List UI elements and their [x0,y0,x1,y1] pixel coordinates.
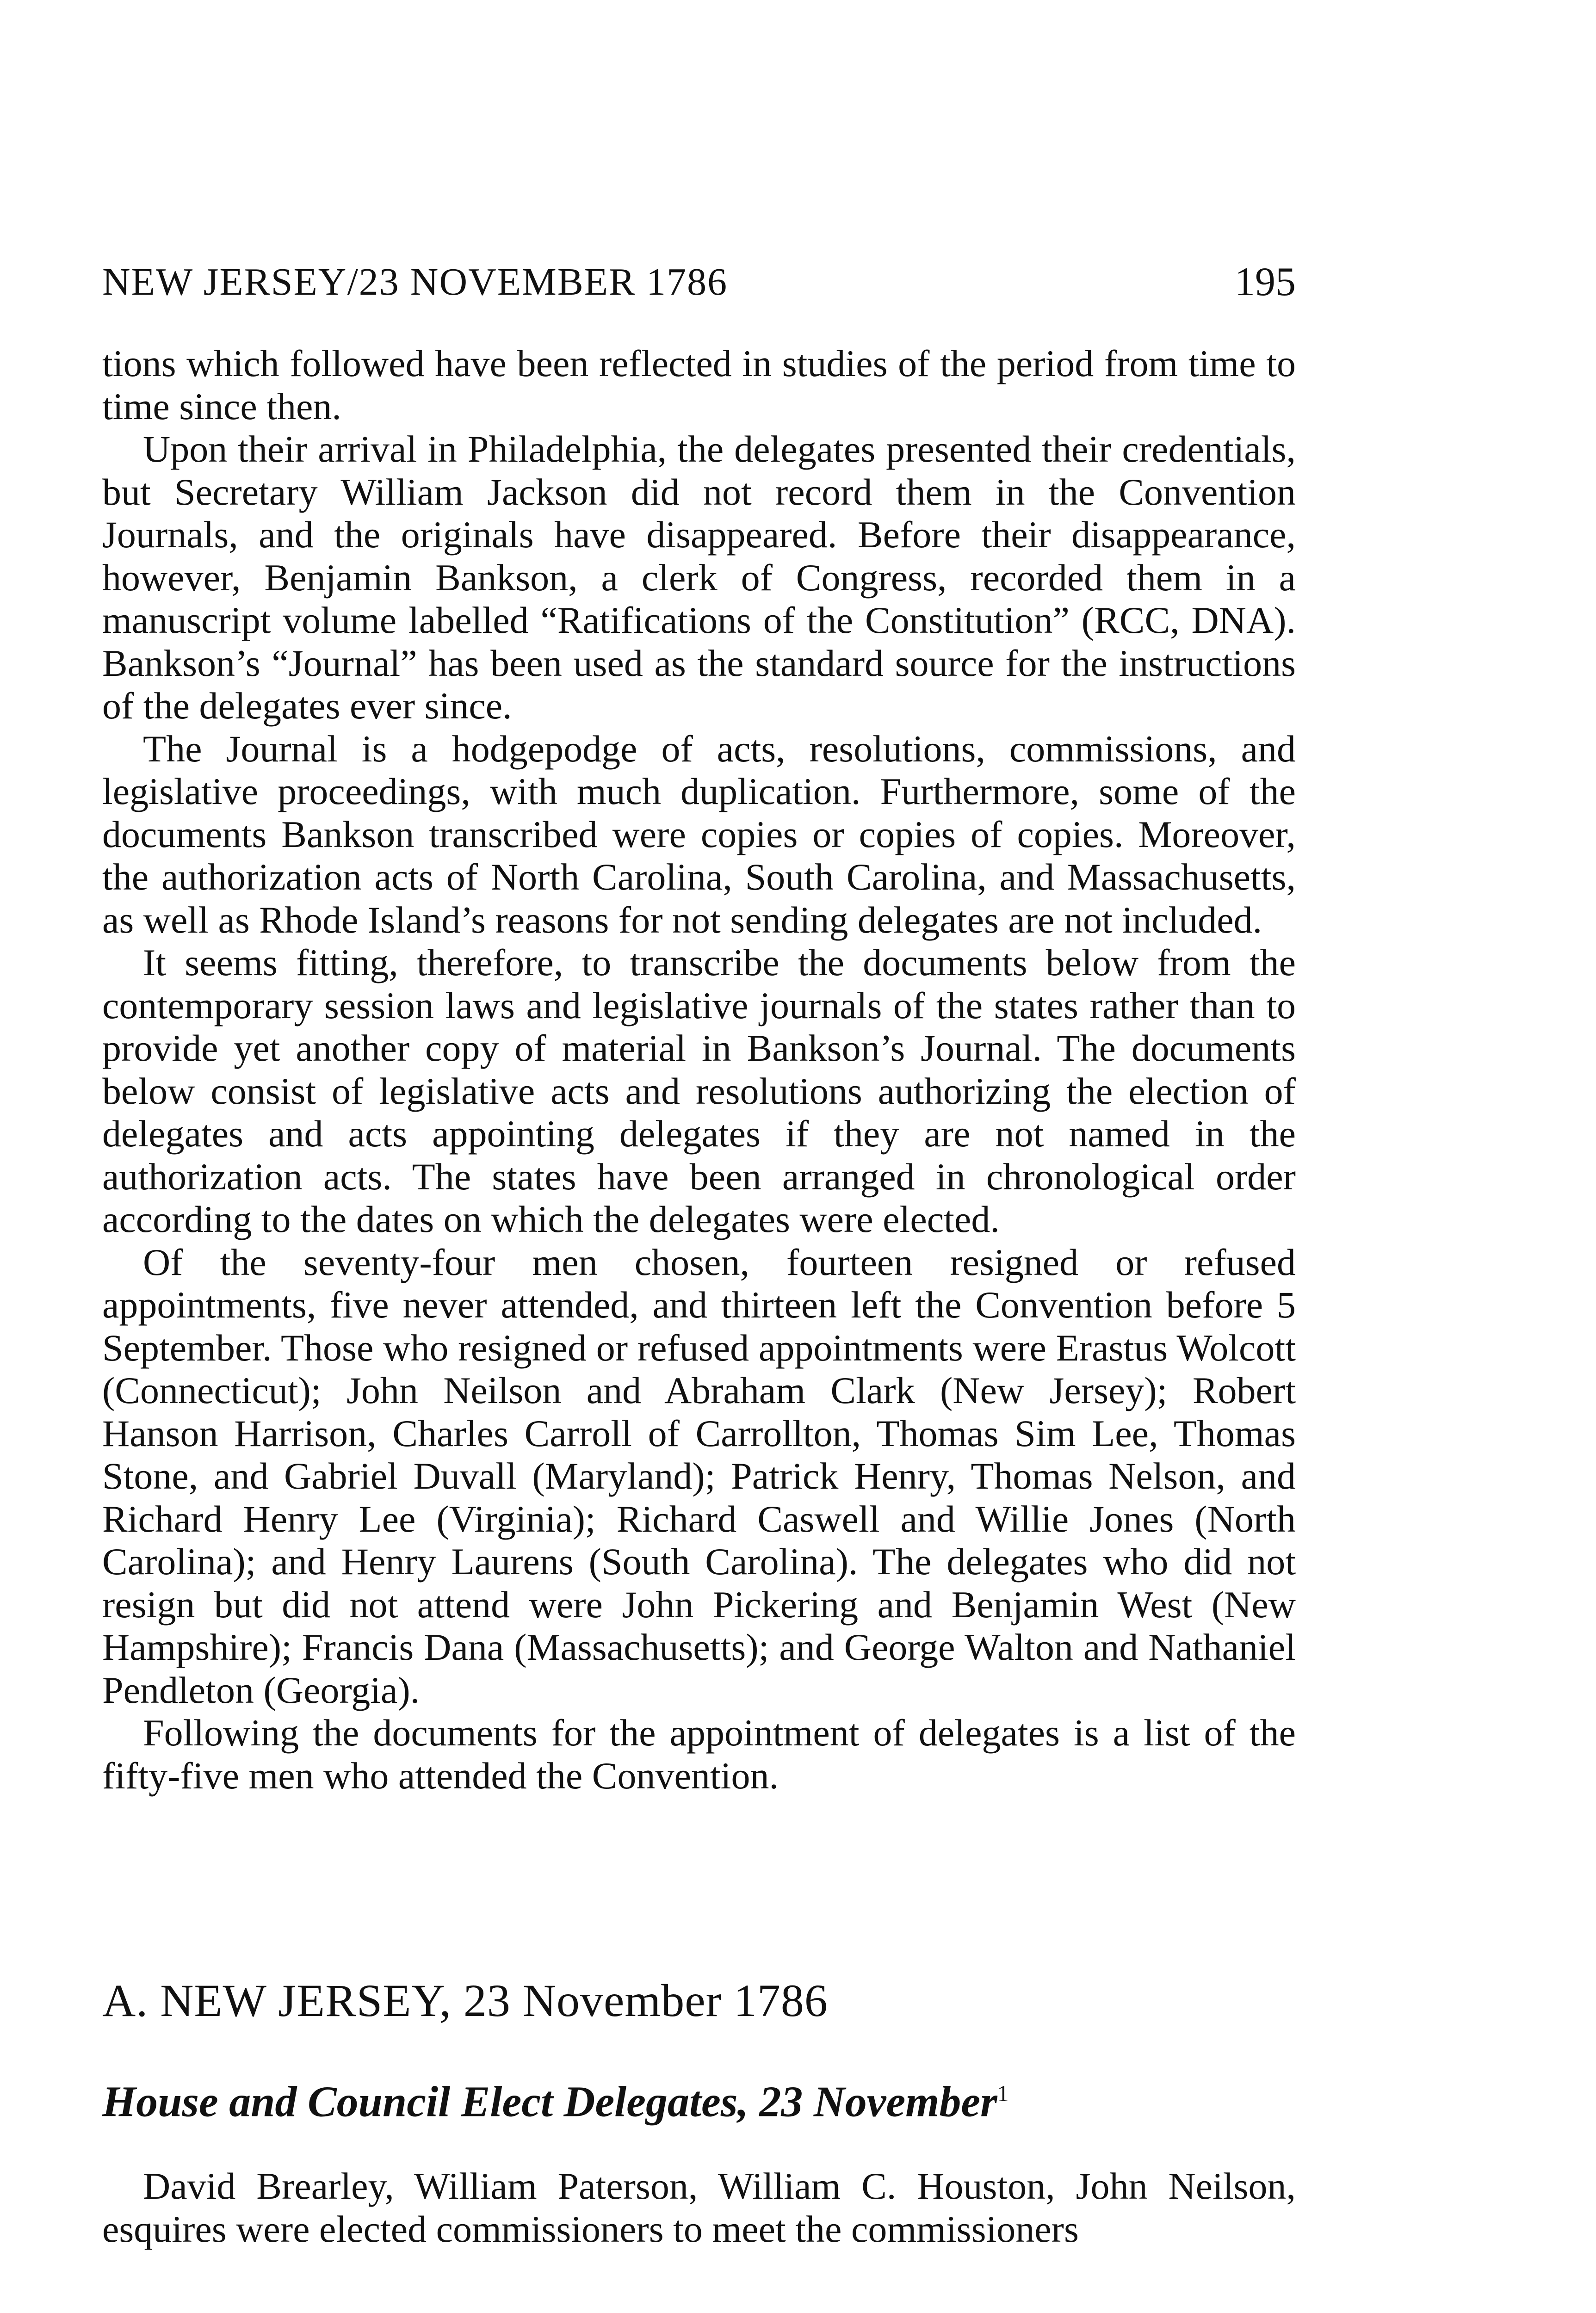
paragraph-continued: tions which followed have been reflected in studies of the period from time to time since then. [102,342,1296,427]
paragraph-credentials: Upon their arrival in Philadelphia, the delegates presented their credentials, but Secretary William Jackson did not record them in the Convention Journals, and the originals have disappeared. Before their disappearance, however, Benjamin Bankson, a clerk of Congress, recorded them in a manuscript volume labelled “Ratifications of the Constitution” (RCC, DNA). Bankson’s “Journal” has been used as the standard source for the instructions of the delegates ever since. [102,428,1296,727]
running-head [102,257,1296,308]
document-paragraph: David Brearley, William Paterson, William C. Houston, John Neilson, esquires were elected commissioners to meet the commissioners [102,2165,1296,2250]
body-text [102,342,1296,1797]
footnote-marker: 1 [997,2080,1009,2106]
document-heading-text: House and Council Elect Delegates, 23 November [102,2078,997,2126]
document-body [102,2165,1296,2251]
document-heading [102,2063,1296,2132]
paragraph-transcription: It seems fitting, therefore, to transcribe the documents below from the contemporary session laws and legislative journals of the states rather than to provide yet another copy of material in Bankson’s Journal. The documents below consist of legislative acts and resolutions authorizing the election of delegates and acts appointing delegates if they are not named in the authorization acts. The states have been arranged in chronological order according to the dates on which the delegates were elected. [102,941,1296,1240]
paragraph-delegates: Of the seventy-four men chosen, fourteen resigned or refused appointments, five never attended, and thirteen left the Convention before 5 September. Those who resigned or refused appointments were Erastus Wolcott (Connecticut); John Neilson and Abraham Clark (New Jersey); Robert Hanson Harrison, Charles Carroll of Carrollton, Thomas Sim Lee, Thomas Stone, and Gabriel Duvall (Maryland); Patrick Henry, Thomas Nelson, and Richard Henry Lee (Virginia); Richard Caswell and Willie Jones (North Carolina); and Henry Laurens (South Carolina). The delegates who did not resign but did not attend were John Pickering and Benjamin West (New Hampshire); Francis Dana (Massachusetts); and George Walton and Nathaniel Pendleton (Georgia). [102,1241,1296,1711]
section-heading: A. NEW JERSEY, 23 November 1786 [102,1975,828,2026]
page-number: 195 [1235,260,1296,304]
paragraph-following: Following the documents for the appointment of delegates is a list of the fifty-five men who attended the Convention. [102,1712,1296,1797]
running-head-title: NEW JERSEY/23 NOVEMBER 1786 [102,260,728,303]
paragraph-journal: The Journal is a hodgepodge of acts, resolutions, commissions, and legislative proceedings, with much duplication. Furthermore, some of the documents Bankson transcribed were copies or copies of copies. Moreover, the authorization acts of North Carolina, South Carolina, and Massachusetts, as well as Rhode Island’s reasons for not sending delegates are not included. [102,727,1296,941]
